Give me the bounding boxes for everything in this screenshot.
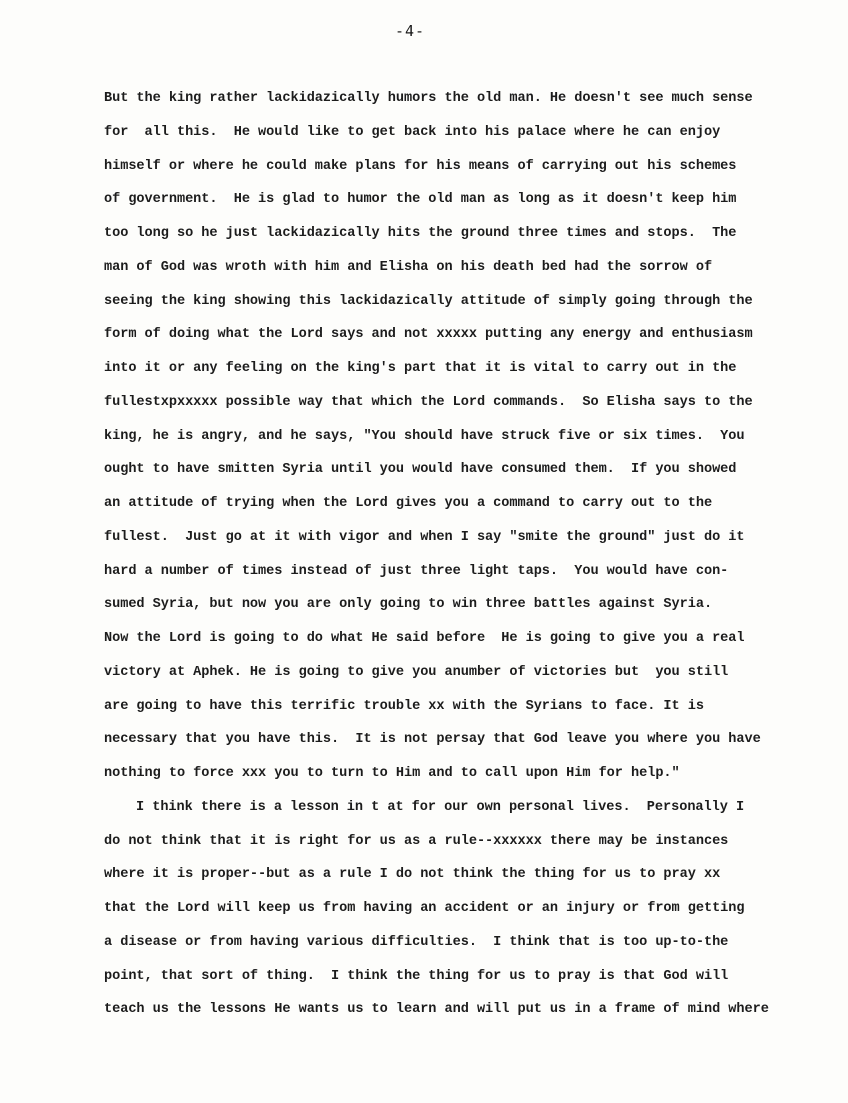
- text-line: for all this. He would like to get back into his palace where he can enjoy: [104, 124, 721, 140]
- text-line: Now the Lord is going to do what He said before He is going to give you a real: [104, 631, 745, 646]
- text-line: where it is proper--but as a rule I do not think the thing for us to pray xx: [104, 867, 721, 883]
- text-line: himself or where he could make plans for his means of carrying out his schemes: [104, 158, 737, 174]
- text-line: that the Lord will keep us from having an accident or an injury or from getting: [104, 901, 745, 916]
- text-line: sumed Syria, but now you are only going to win three battles against Syria.: [104, 597, 713, 613]
- text-line: into it or any feeling on the king's part that it is vital to carry out in the: [104, 361, 737, 376]
- text-line: an attitude of trying when the Lord gives you a command to carry out to the: [104, 496, 713, 511]
- text-line: seeing the king showing this lackidazically attitude of simply going through the: [104, 293, 753, 309]
- body-text: [104, 88, 804, 1033]
- text-line: victory at Aphek. He is going to give you anumber of victories but you still: [104, 664, 729, 680]
- text-line: fullest. Just go at it with vigor and when I say "smite the ground" just do it: [104, 529, 745, 545]
- text-line: are going to have this terrific trouble xx with the Syrians to face. It is: [104, 698, 704, 714]
- page-number: -4-: [395, 22, 426, 40]
- text-line: king, he is angry, and he says, "You should have struck five or six times. You: [104, 428, 745, 444]
- paragraph-start-line: I think there is a lesson in t at for our own personal lives. Personally I: [136, 799, 745, 815]
- text-line: fullestxpxxxxx possible way that which the Lord commands. So Elisha says to the: [104, 394, 753, 410]
- text-line: necessary that you have this. It is not persay that God leave you where you have: [104, 732, 761, 748]
- text-line: hard a number of times instead of just three light taps. You would have con-: [104, 563, 729, 579]
- text-line: point, that sort of thing. I think the thing for us to pray is that God will: [104, 968, 729, 984]
- text-line: But the king rather lackidazically humors the old man. He doesn't see much sense: [104, 91, 753, 106]
- text-line: nothing to force xxx you to turn to Him and to call upon Him for help.": [104, 766, 680, 781]
- text-line: man of God was wroth with him and Elisha on his death bed had the sorrow of: [104, 259, 713, 275]
- text-line: too long so he just lackidazically hits the ground three times and stops. The: [104, 226, 737, 241]
- text-line: a disease or from having various difficulties. I think that is too up-to-the: [104, 934, 729, 950]
- text-line: ought to have smitten Syria until you would have consumed them. If you showed: [104, 462, 737, 478]
- text-line: of government. He is glad to humor the old man as long as it doesn't keep him: [104, 192, 737, 208]
- text-line: do not think that it is right for us as a rule--xxxxxx there may be instances: [104, 833, 729, 849]
- text-line: form of doing what the Lord says and not xxxxx putting any energy and enthusiasm: [104, 327, 753, 343]
- text-line: teach us the lessons He wants us to learn and will put us in a frame of mind where: [104, 1002, 769, 1018]
